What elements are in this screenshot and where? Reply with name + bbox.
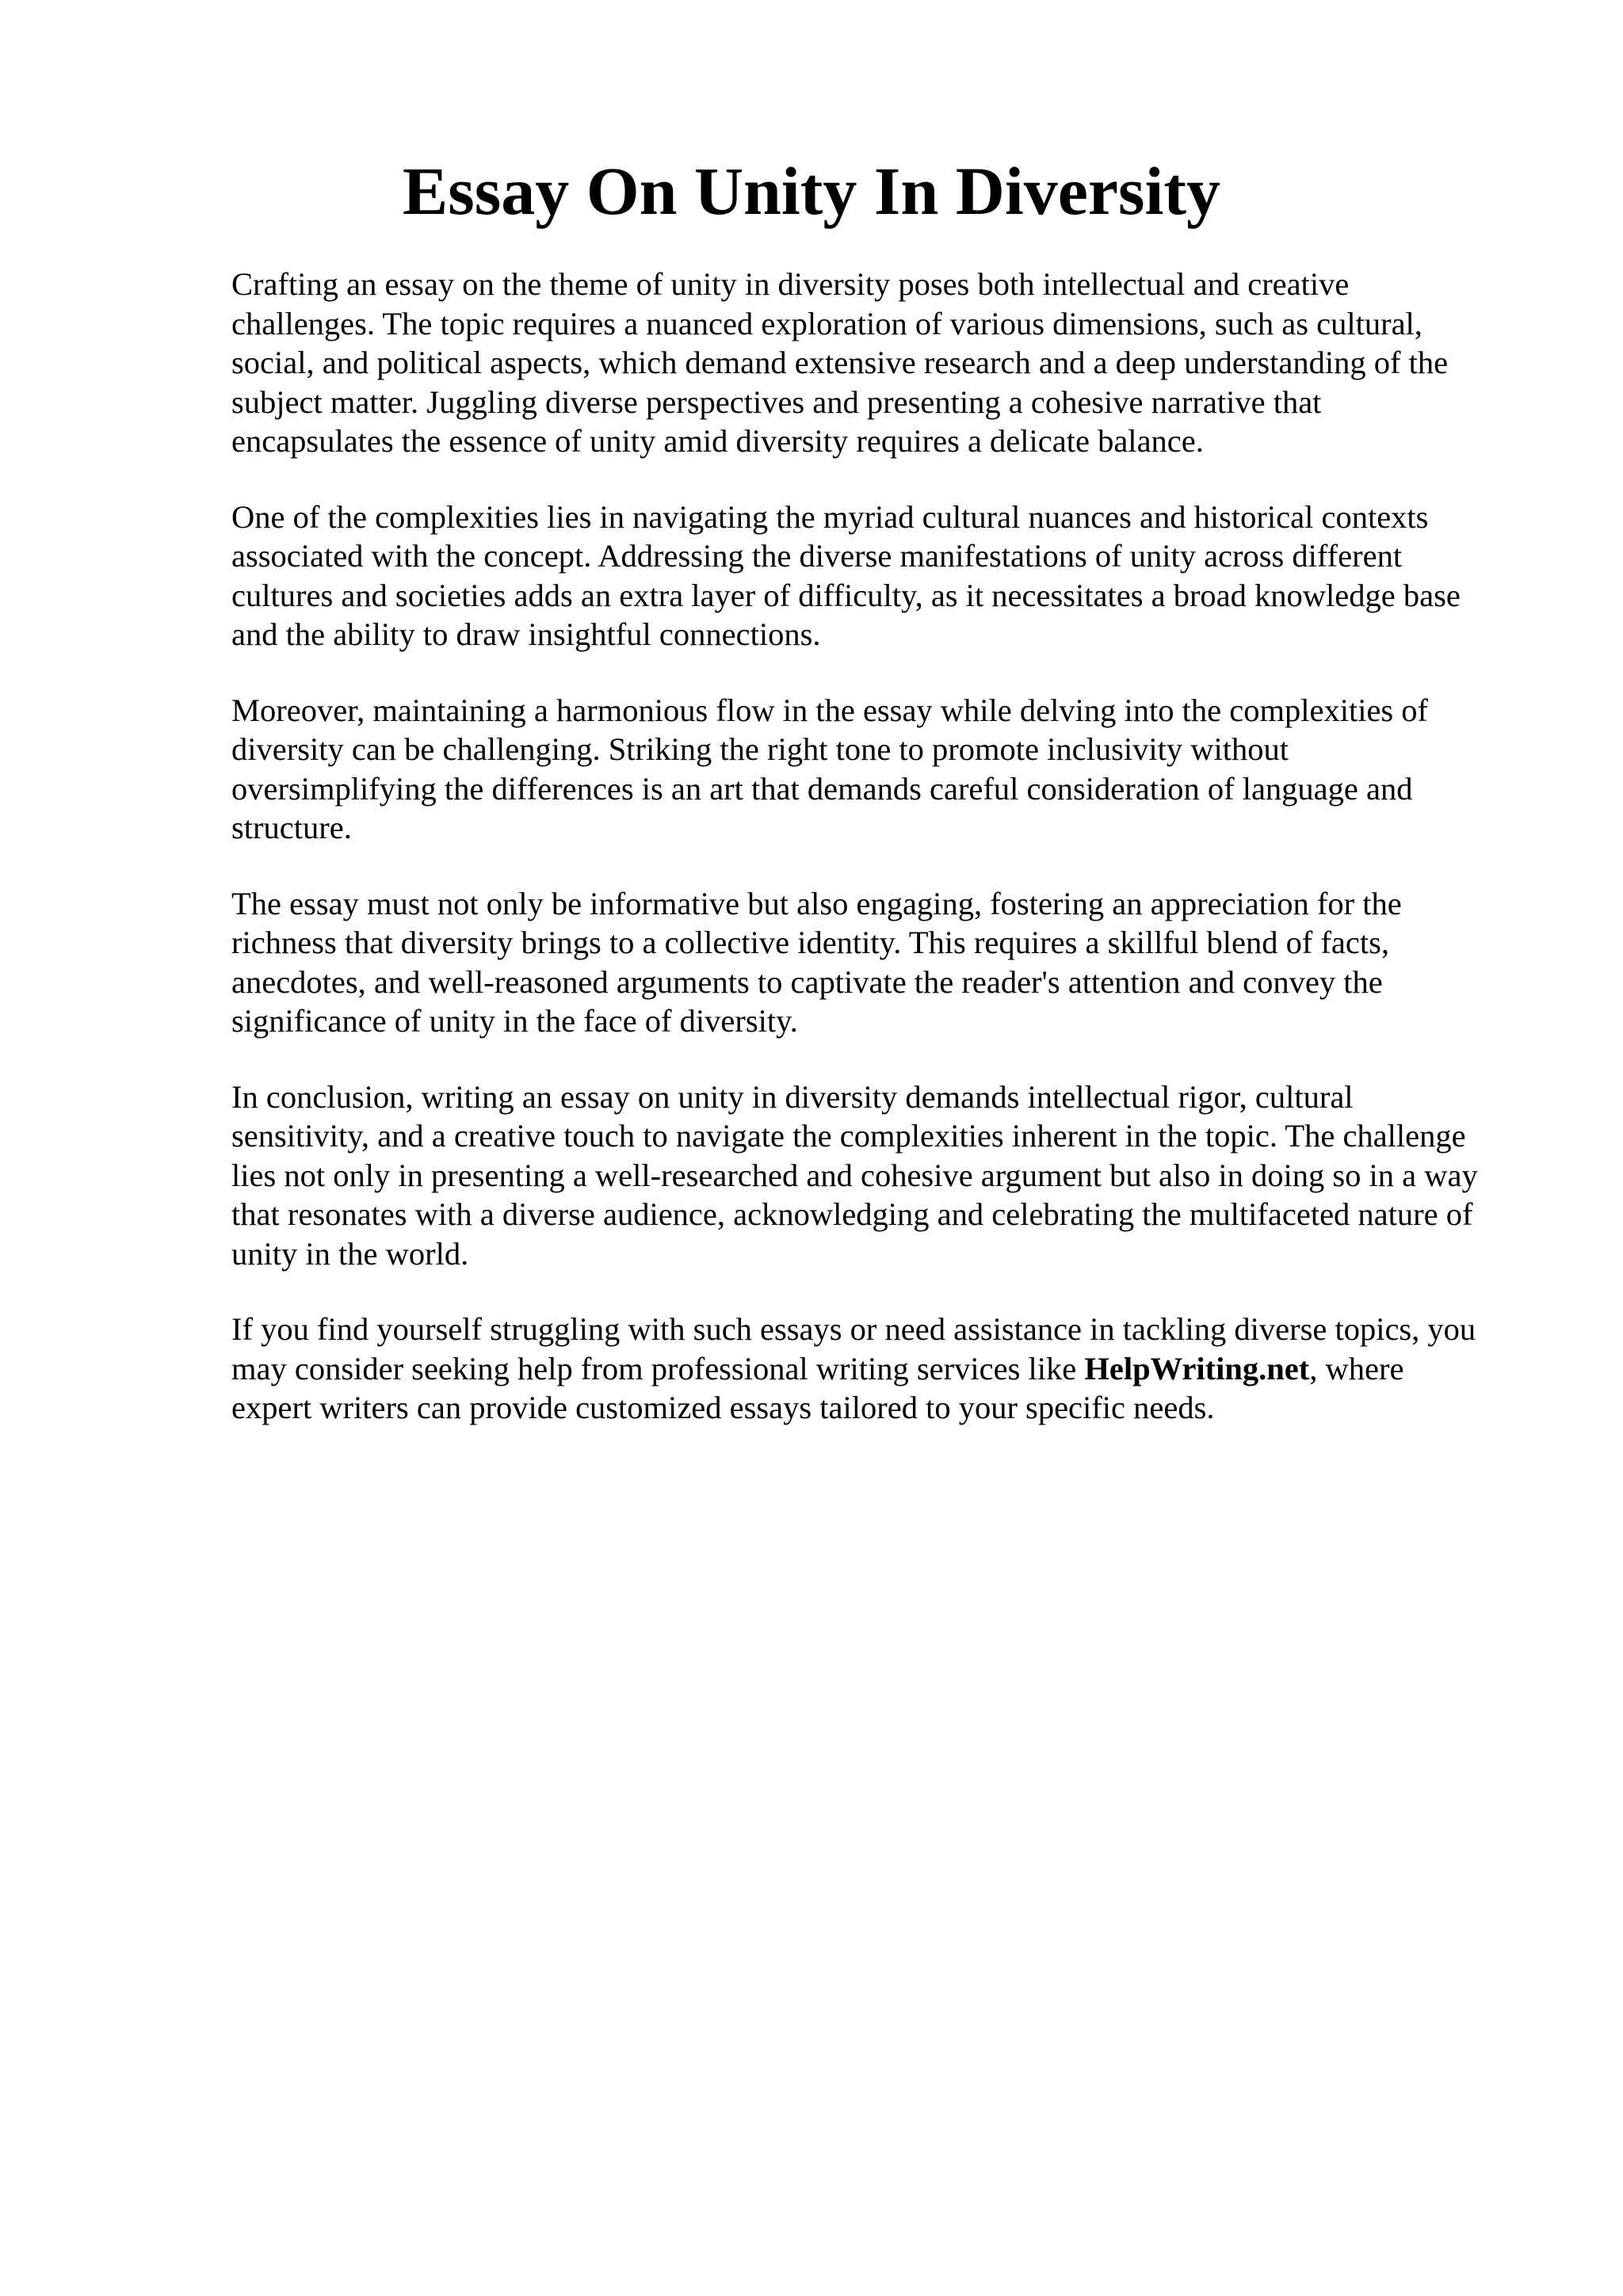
text-line: that resonates with a diverse audience, acknowledging and celebrating the multifaceted nature of <box>231 1196 1473 1232</box>
text-line: encapsulates the essence of unity amid diversity requires a delicate balance. <box>231 423 1204 459</box>
text-segment: may consider seeking help from professional writing services like <box>231 1350 1085 1386</box>
text-line <box>231 1349 1515 1389</box>
text-line: Crafting an essay on the theme of unity in diversity poses both intellectual and creative <box>231 266 1350 302</box>
paragraph-6 <box>231 1310 1515 1428</box>
paragraph-3 <box>231 691 1515 848</box>
essay-body <box>231 265 1515 1464</box>
text-line: In conclusion, writing an essay on unity in diversity demands intellectual rigor, cultural <box>231 1078 1354 1115</box>
text-line: subject matter. Juggling diverse perspectives and presenting a cohesive narrative that <box>231 383 1322 420</box>
paragraph-5 <box>231 1077 1515 1274</box>
text-line: cultures and societies adds an extra layer of difficulty, as it necessitates a broad knowledge base <box>231 577 1461 613</box>
helpwriting-link[interactable]: HelpWriting.net <box>1084 1350 1310 1386</box>
text-line: Moreover, maintaining a harmonious flow in the essay while delving into the complexities of <box>231 692 1429 728</box>
text-line: anecdotes, and well-reasoned arguments to captivate the reader's attention and convey the <box>231 963 1383 1000</box>
text-line: challenges. The topic requires a nuanced exploration of various dimensions, such as cultural, <box>231 305 1423 341</box>
text-line: social, and political aspects, which demand extensive research and a deep understanding of the <box>231 345 1449 380</box>
paragraph-1 <box>231 265 1515 461</box>
paragraph-4 <box>231 884 1515 1041</box>
text-line: oversimplifying the differences is an art that demands careful consideration of language and <box>231 770 1413 807</box>
text-line: diversity can be challenging. Striking the right tone to promote inclusivity without <box>231 731 1289 767</box>
text-line: The essay must not only be informative but also engaging, fostering an appreciation for the <box>231 885 1402 921</box>
text-line: expert writers can provide customized essays tailored to your specific needs. <box>231 1390 1215 1425</box>
text-line: If you find yourself struggling with such essays or need assistance in tackling diverse topics, you <box>231 1311 1476 1347</box>
text-line: and the ability to draw insightful connections. <box>231 616 821 652</box>
page-title: Essay On Unity In Diversity <box>402 153 1221 229</box>
text-line: associated with the concept. Addressing the diverse manifestations of unity across different <box>231 538 1403 574</box>
text-line: lies not only in presenting a well-researched and cohesive argument but also in doing so in a way <box>231 1157 1478 1193</box>
text-line: sensitivity, and a creative touch to navigate the complexities inherent in the topic. The challenge <box>231 1118 1466 1154</box>
text-line: structure. <box>231 810 352 845</box>
text-line: unity in the world. <box>231 1235 469 1272</box>
text-line: One of the complexities lies in navigating the myriad cultural nuances and historical contexts <box>231 498 1429 535</box>
text-line: significance of unity in the face of diversity. <box>231 1003 798 1039</box>
text-segment: , where <box>1309 1350 1404 1386</box>
text-line: richness that diversity brings to a collective identity. This requires a skillful blend of facts, <box>231 925 1390 960</box>
paragraph-2 <box>231 498 1515 654</box>
